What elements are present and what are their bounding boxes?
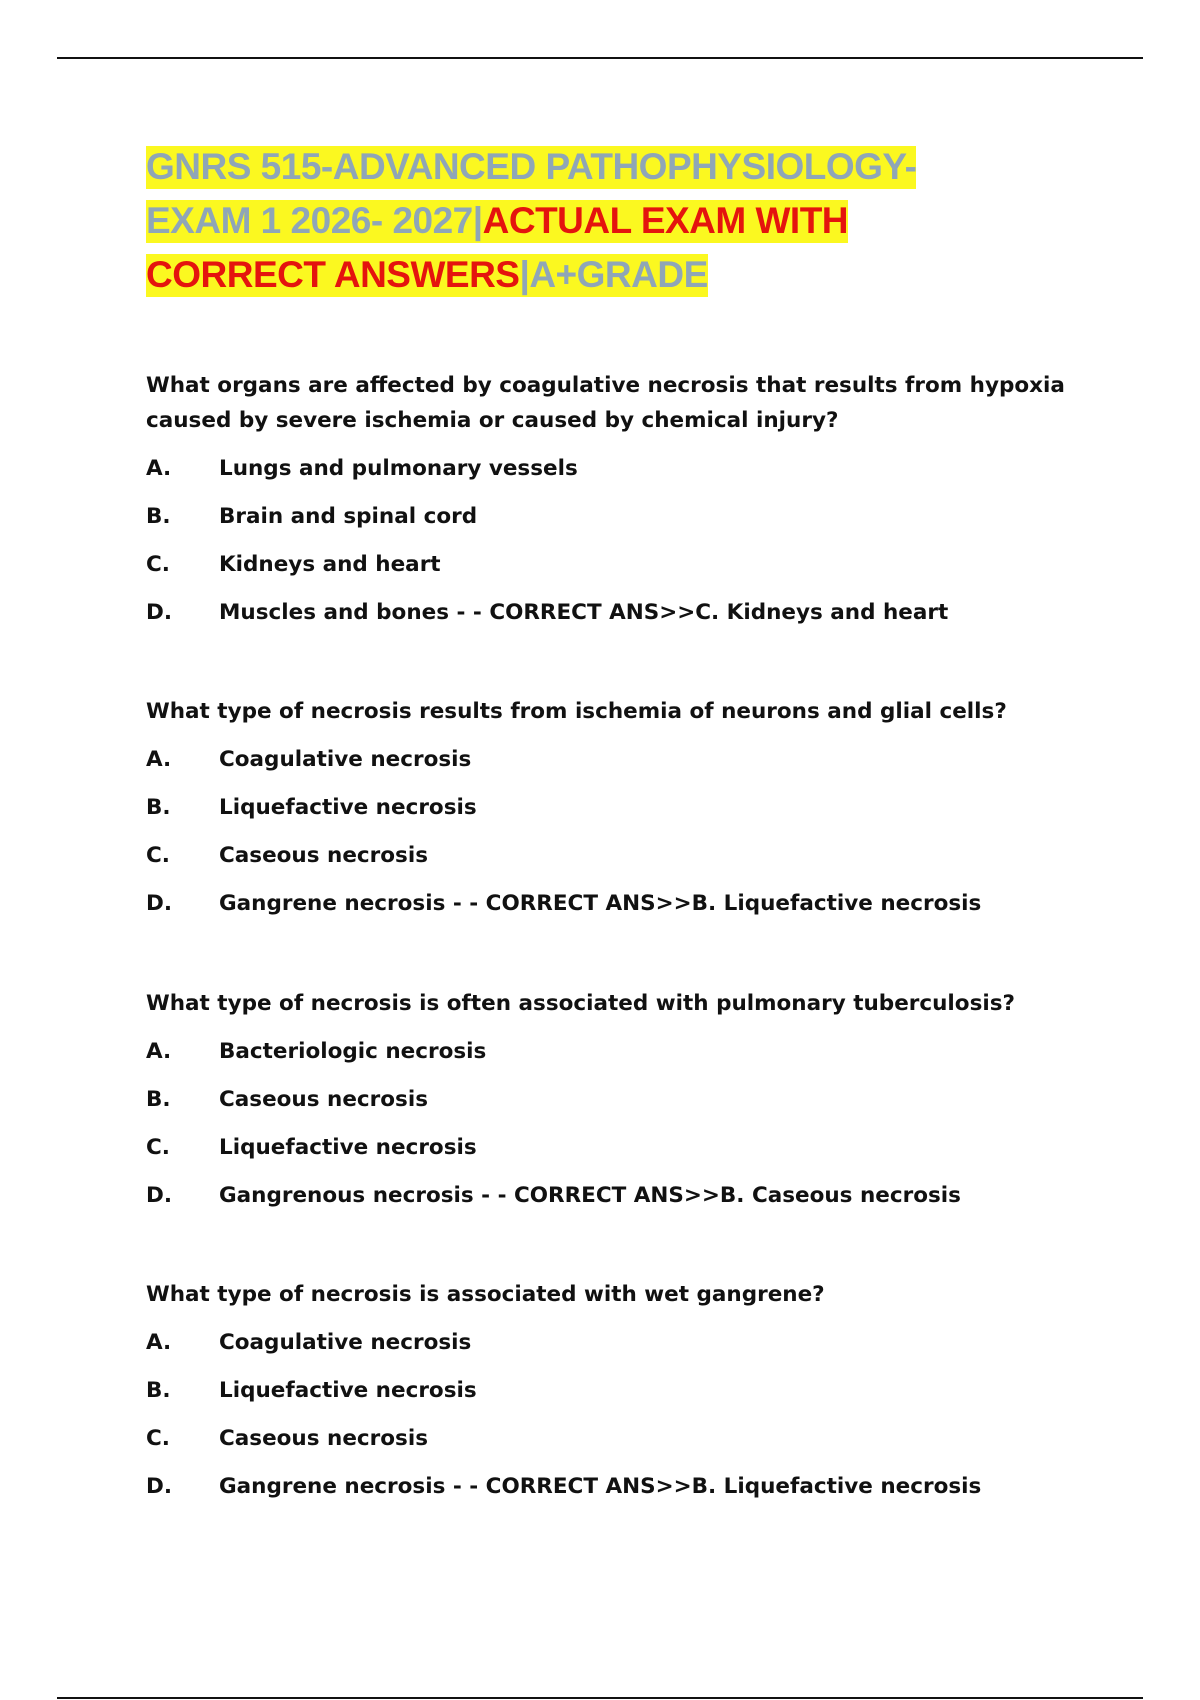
option-text: Kidneys and heart	[219, 552, 441, 577]
option-a	[146, 1034, 1076, 1082]
question-text: What organs are affected by coagulative necrosis that results from hypoxia caused by severe ischemia or caused by chemical injury?	[146, 373, 1065, 433]
option-letter: A.	[146, 747, 172, 772]
option-letter: C.	[146, 1426, 170, 1451]
option-letter: D.	[146, 1474, 173, 1499]
option-letter: D.	[146, 1183, 173, 1208]
question-text: What type of necrosis results from ischemia of neurons and glial cells?	[146, 699, 1007, 724]
document-title	[146, 140, 1076, 302]
option-text: Liquefactive necrosis	[219, 1135, 477, 1160]
option-text: Lungs and pulmonary vessels	[219, 456, 578, 481]
option-c	[146, 838, 1076, 886]
option-letter: A.	[146, 1330, 172, 1355]
option-letter: A.	[146, 456, 172, 481]
question-4	[146, 1277, 1076, 1517]
option-b	[146, 790, 1076, 838]
option-letter: D.	[146, 891, 173, 916]
title-line-1: GNRS 515-ADVANCED PATHOPHYSIOLOGY-	[146, 146, 917, 187]
option-d	[146, 886, 1076, 934]
option-text: Coagulative necrosis	[219, 747, 472, 772]
question-2	[146, 694, 1076, 934]
title-line-2: EXAM 1 2026- 2027|ACTUAL EXAM WITH	[146, 200, 849, 241]
option-letter: B.	[146, 795, 171, 820]
option-letter: C.	[146, 552, 170, 577]
option-letter: C.	[146, 843, 170, 868]
option-text: Gangrene necrosis - - CORRECT ANS>>B. Liquefactive necrosis	[219, 891, 982, 916]
option-a	[146, 451, 1076, 499]
top-rule	[57, 57, 1143, 59]
option-text: Liquefactive necrosis	[219, 1378, 477, 1403]
question-text: What type of necrosis is associated with wet gangrene?	[146, 1282, 825, 1307]
option-b	[146, 1082, 1076, 1130]
question-text: What type of necrosis is often associated with pulmonary tuberculosis?	[146, 991, 1016, 1016]
option-letter: D.	[146, 600, 173, 625]
option-c	[146, 1130, 1076, 1178]
option-letter: B.	[146, 1378, 171, 1403]
option-text: Bacteriologic necrosis	[219, 1039, 487, 1064]
option-letter: B.	[146, 1087, 171, 1112]
option-d	[146, 595, 1076, 643]
option-d	[146, 1178, 1076, 1226]
option-letter: A.	[146, 1039, 172, 1064]
bottom-rule	[57, 1697, 1143, 1699]
option-text: Brain and spinal cord	[219, 504, 478, 529]
option-text: Gangrene necrosis - - CORRECT ANS>>B. Liquefactive necrosis	[219, 1474, 982, 1499]
option-text: Gangrenous necrosis - - CORRECT ANS>>B. Caseous necrosis	[219, 1183, 961, 1208]
option-b	[146, 1373, 1076, 1421]
option-b	[146, 499, 1076, 547]
question-1	[146, 368, 1076, 643]
option-text: Caseous necrosis	[219, 1087, 428, 1112]
option-d	[146, 1469, 1076, 1517]
option-text: Coagulative necrosis	[219, 1330, 472, 1355]
option-text: Liquefactive necrosis	[219, 795, 477, 820]
option-a	[146, 1325, 1076, 1373]
option-text: Caseous necrosis	[219, 1426, 428, 1451]
option-letter: C.	[146, 1135, 170, 1160]
option-c	[146, 1421, 1076, 1469]
option-letter: B.	[146, 504, 171, 529]
option-a	[146, 742, 1076, 790]
option-text: Muscles and bones - - CORRECT ANS>>C. Kidneys and heart	[219, 600, 949, 625]
title-line-3: CORRECT ANSWERS|A+GRADE	[146, 254, 708, 295]
option-text: Caseous necrosis	[219, 843, 428, 868]
question-3	[146, 986, 1076, 1226]
option-c	[146, 547, 1076, 595]
